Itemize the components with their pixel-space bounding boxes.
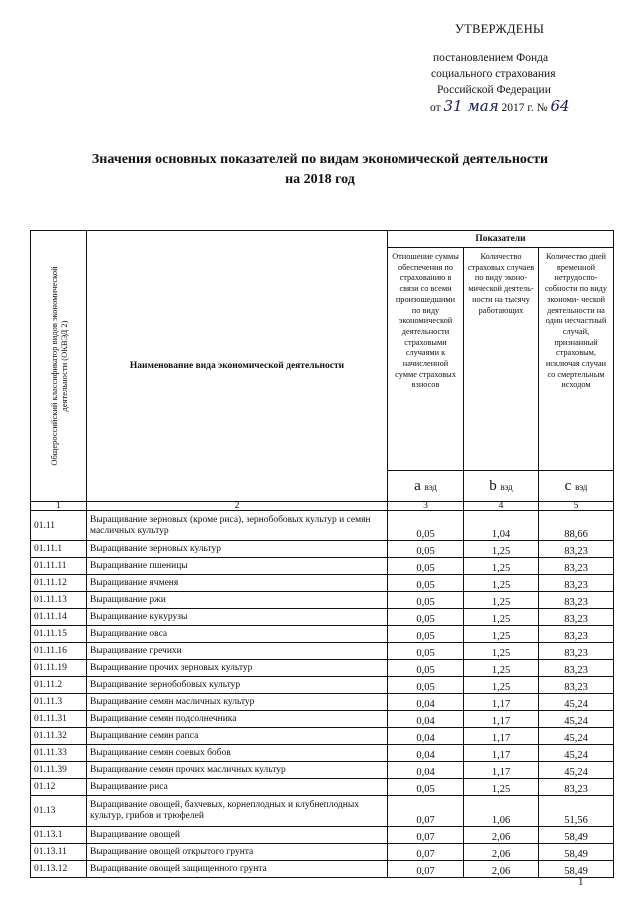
indicator-b-cell: 1,25 [464,643,539,660]
indicator-b-cell: 2,06 [464,827,539,844]
indicator-b-cell: 2,06 [464,861,539,878]
indicator-c-cell: 45,24 [539,745,614,762]
activity-name-cell: Выращивание прочих зерновых культур [87,660,388,677]
indicator-c-cell: 83,23 [539,626,614,643]
activity-name-cell: Выращивание овощей [87,827,388,844]
indicator-c-cell: 83,23 [539,541,614,558]
activity-name-cell: Выращивание зернобобовых культур [87,677,388,694]
activity-name-cell: Выращивание овощей, бахчевых, корнеплодных и клубнеплодных культур, грибов и трюфелей [87,796,388,827]
indicator-a-cell: 0,05 [388,592,464,609]
column-number: 5 [539,502,614,511]
indicator-b-cell: 1,25 [464,541,539,558]
activity-code-cell: 01.11.32 [31,728,87,745]
indicator-c-cell: 83,23 [539,558,614,575]
indicator-b-cell: 1,06 [464,796,539,827]
table-row [31,609,614,626]
activity-name-cell: Выращивание семян масличных культур [87,694,388,711]
column-number: 2 [87,502,388,511]
activity-code-cell: 01.11.16 [31,643,87,660]
table-row [31,643,614,660]
indicators-group-header: Показатели [388,231,614,248]
column-number: 1 [31,502,87,511]
table-row [31,694,614,711]
indicator-a-cell: 0,04 [388,745,464,762]
indicator-c-cell: 58,49 [539,844,614,861]
indicator-a-cell: 0,04 [388,728,464,745]
activity-code-cell: 01.13.11 [31,844,87,861]
activity-name-cell: Выращивание овощей открытого грунта [87,844,388,861]
indicator-c-cell: 83,23 [539,660,614,677]
indicator-c-cell: 83,23 [539,779,614,796]
activity-code-cell: 01.11.33 [31,745,87,762]
column-number-row [31,502,614,511]
code-column-header: Общероссийский классификатор видов экономической деятельности (ОКВЭД 2) [31,231,87,502]
table-row [31,827,614,844]
indicator-c-cell: 45,24 [539,711,614,728]
indicator-a-cell: 0,07 [388,827,464,844]
activity-code-cell: 01.11.13 [31,592,87,609]
indicator-b-cell: 1,17 [464,711,539,728]
indicator-a-cell: 0,05 [388,609,464,626]
activity-name-cell: Выращивание семян соевых бобов [87,745,388,762]
activity-code-cell: 01.11.2 [31,677,87,694]
indicator-b-description: Количество страховых случаев по виду эконо- мической деятель- ности на тысячу работающих [464,248,539,471]
activity-code-cell: 01.13.1 [31,827,87,844]
table-row [31,541,614,558]
indicator-b-cell: 1,17 [464,694,539,711]
indicator-b-cell: 1,17 [464,745,539,762]
indicator-c-cell: 58,49 [539,861,614,878]
indicator-a-cell: 0,05 [388,626,464,643]
indicator-b-symbol: b вэд [464,471,539,502]
indicator-c-cell: 88,66 [539,511,614,541]
table-row [31,728,614,745]
indicators-table [30,230,614,878]
activity-name-cell: Выращивание зерновых (кроме риса), зернобобовых культур и семян масличных культур [87,511,388,541]
indicator-c-cell: 58,49 [539,827,614,844]
activity-name-cell: Выращивание пшеницы [87,558,388,575]
indicator-b-cell: 1,25 [464,575,539,592]
activity-name-cell: Выращивание зерновых культур [87,541,388,558]
table-row [31,575,614,592]
table-row [31,660,614,677]
indicator-a-cell: 0,05 [388,558,464,575]
indicator-a-cell: 0,07 [388,861,464,878]
indicator-a-cell: 0,04 [388,711,464,728]
indicator-b-cell: 1,25 [464,592,539,609]
indicator-a-cell: 0,04 [388,694,464,711]
indicator-b-cell: 1,25 [464,660,539,677]
activity-name-cell: Выращивание гречихи [87,643,388,660]
approval-line-2: социального страхования [431,68,556,80]
activity-code-cell: 01.11.19 [31,660,87,677]
page-number: 1 [578,876,584,888]
activity-name-cell: Выращивание овощей защищенного грунта [87,861,388,878]
table-row [31,844,614,861]
document-title-line-2: на 2018 год [285,172,355,187]
activity-code-cell: 01.11.15 [31,626,87,643]
indicator-c-cell: 51,56 [539,796,614,827]
handwritten-number: 64 [550,97,570,115]
approval-date-suffix: 2017 г. № [501,102,548,114]
activity-name-cell: Выращивание ячменя [87,575,388,592]
indicator-c-cell: 45,24 [539,694,614,711]
indicator-a-cell: 0,07 [388,844,464,861]
approval-date-prefix: от [430,102,441,114]
indicator-b-cell: 1,04 [464,511,539,541]
approval-date-line [430,97,570,115]
table-row [31,558,614,575]
indicator-b-cell: 1,25 [464,609,539,626]
activity-code-cell: 01.11.11 [31,558,87,575]
table-row [31,711,614,728]
activity-name-cell: Выращивание кукурузы [87,609,388,626]
indicator-a-symbol: a вэд [388,471,464,502]
table-row [31,861,614,878]
activity-name-cell: Выращивание семян прочих масличных культур [87,762,388,779]
activity-code-cell: 01.11.14 [31,609,87,626]
activity-code-cell: 01.11.12 [31,575,87,592]
indicator-b-cell: 1,25 [464,779,539,796]
approval-line-3: Российской Федерации [437,84,551,96]
indicator-c-symbol: c вэд [539,471,614,502]
approval-title: УТВЕРЖДЕНЫ [455,22,545,36]
indicator-c-cell: 83,23 [539,575,614,592]
indicator-a-cell: 0,05 [388,677,464,694]
table-row [31,626,614,643]
indicator-b-cell: 2,06 [464,844,539,861]
activity-name-cell: Выращивание риса [87,779,388,796]
handwritten-date: 31 мая [443,97,499,115]
indicator-b-cell: 1,17 [464,762,539,779]
indicator-b-cell: 1,25 [464,677,539,694]
document-title [40,150,600,190]
activity-name-cell: Выращивание овса [87,626,388,643]
table-row [31,796,614,827]
table-row [31,779,614,796]
table-row [31,677,614,694]
indicator-a-cell: 0,05 [388,541,464,558]
activity-code-cell: 01.11.31 [31,711,87,728]
column-number: 3 [388,502,464,511]
indicator-b-cell: 1,17 [464,728,539,745]
activity-code-cell: 01.13 [31,796,87,827]
activity-code-cell: 01.11.3 [31,694,87,711]
indicator-c-cell: 83,23 [539,643,614,660]
indicator-a-cell: 0,05 [388,660,464,677]
indicator-c-cell: 45,24 [539,762,614,779]
indicator-c-cell: 45,24 [539,728,614,745]
indicator-c-cell: 83,23 [539,592,614,609]
indicator-b-cell: 1,25 [464,558,539,575]
indicator-c-cell: 83,23 [539,609,614,626]
indicator-b-cell: 1,25 [464,626,539,643]
indicator-a-cell: 0,05 [388,511,464,541]
name-column-header: Наименование вида экономической деятельности [87,231,388,502]
indicator-c-cell: 83,23 [539,677,614,694]
activity-code-cell: 01.13.12 [31,861,87,878]
indicator-a-cell: 0,07 [388,796,464,827]
activity-name-cell: Выращивание семян подсолнечника [87,711,388,728]
table-row [31,511,614,541]
indicator-c-description: Количество дней временной нетрудоспо- собности по виду экономи- ческой деятельности на один несчастный случай, признанный страховым, исключая случаи со смертельным исходом [539,248,614,471]
document-title-line-1: Значения основных показателей по видам экономической деятельности [91,152,549,167]
activity-name-cell: Выращивание семян рапса [87,728,388,745]
activity-code-cell: 01.12 [31,779,87,796]
activity-code-cell: 01.11 [31,511,87,541]
table-row [31,745,614,762]
activity-code-cell: 01.11.1 [31,541,87,558]
indicator-a-cell: 0,05 [388,643,464,660]
indicator-a-cell: 0,05 [388,779,464,796]
activity-code-cell: 01.11.39 [31,762,87,779]
approval-line-1: постановлением Фонда [433,52,549,64]
column-number: 4 [464,502,539,511]
indicator-a-cell: 0,04 [388,762,464,779]
table-row [31,592,614,609]
table-row [31,762,614,779]
indicator-a-cell: 0,05 [388,575,464,592]
activity-name-cell: Выращивание ржи [87,592,388,609]
indicator-a-description: Отношение суммы обеспечения по страхованию в связи со всеми произошедшими по виду экономической деятельности страховыми случаями к начисленной сумме страховых взносов [388,248,464,471]
